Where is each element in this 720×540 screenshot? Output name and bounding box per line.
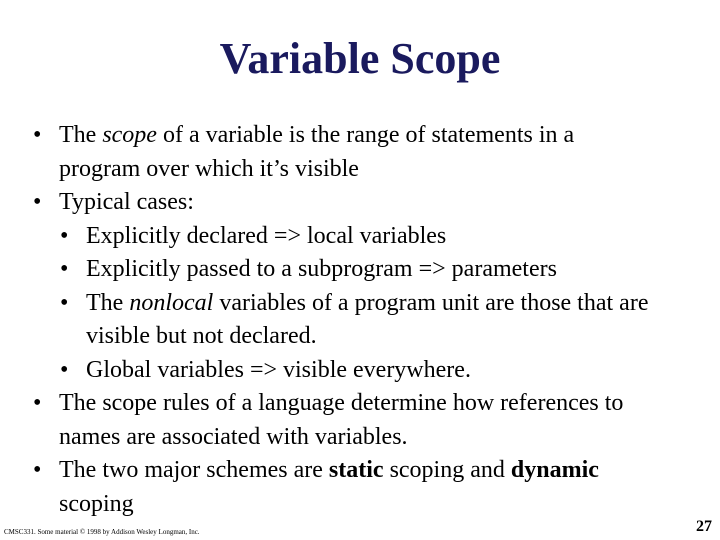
bullet-text: static [328,457,384,483]
bullet-dot-icon: • [33,122,42,148]
bullet-list [0,119,720,521]
sub-bullet-item [0,354,676,388]
bullet-text: scope [102,122,157,148]
page-number: 27 [696,518,712,535]
bullet-item [0,119,659,186]
bullet-text: Typical cases: [59,189,194,215]
bullet-item [0,387,659,454]
bullet-text: The [59,122,103,148]
bullet-text: of a variable is the range of statements in a program over which it’s visible [59,122,575,182]
slide-title: Variable Scope [219,34,501,83]
sub-bullet-item [0,287,676,354]
bullet-dot-icon: • [60,256,69,282]
bullet-text: scoping [59,490,134,517]
bullet-dot-icon: • [60,289,69,316]
bullet-text: dynamic [510,457,599,483]
bullet-text: Explicitly declared => local variables [86,222,447,249]
bullet-text: The two major schemes are [59,457,329,483]
bullet-item [0,454,659,521]
sub-bullet-item [0,220,676,254]
bullet-text: nonlocal [129,289,214,316]
bullet-dot-icon: • [60,356,69,383]
bullet-text: variables of a program unit are those that are visible but not declared. [86,289,649,349]
bullet-text: Global variables => visible everywhere. [86,356,471,383]
bullet-text: The scope rules of a language determine how references to names are associated with variables. [59,390,624,450]
bullet-text: Explicitly passed to a subprogram => parameters [86,256,557,282]
bullet-dot-icon: • [33,390,42,416]
bullet-text: scoping and [383,457,511,483]
bullet-dot-icon: • [33,189,42,215]
footer-copyright: CMSC331. Some material © 1998 by Addison Wesley Longman, Inc. [4,528,200,536]
bullet-dot-icon: • [60,222,69,249]
sub-bullet-item [0,253,676,287]
bullet-dot-icon: • [33,457,42,483]
bullet-text: The [86,289,130,316]
bullet-item [0,186,659,220]
